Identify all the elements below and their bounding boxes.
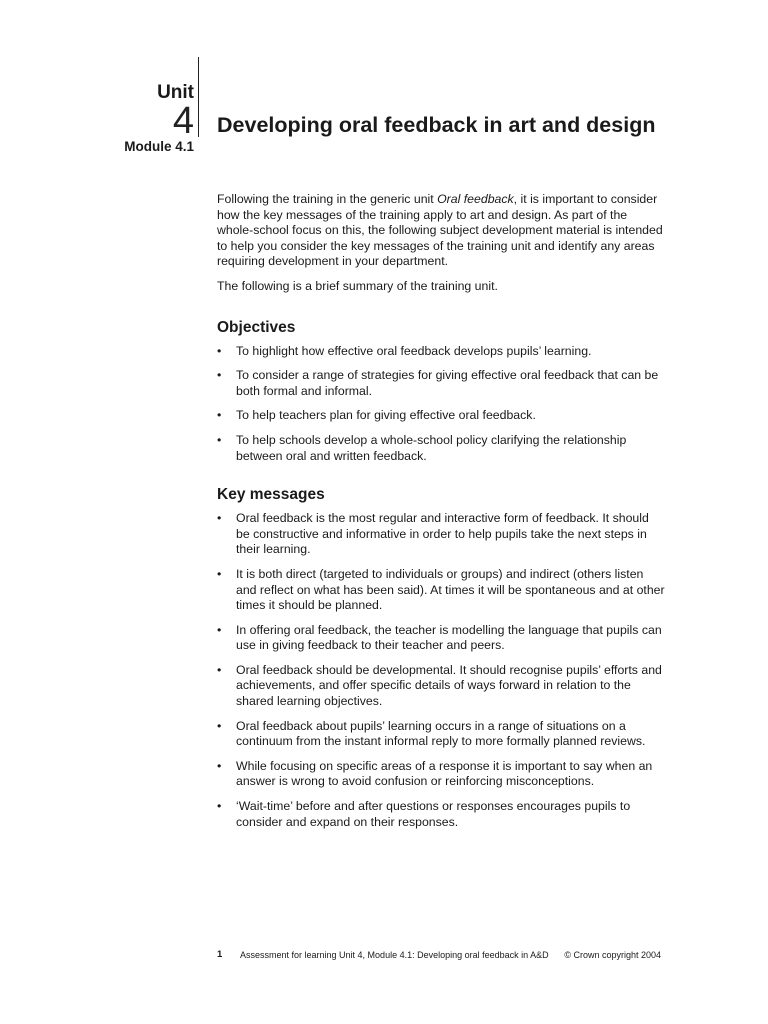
- bullet-icon: •: [217, 343, 222, 358]
- bullet-icon: •: [217, 511, 222, 526]
- list-item: • Oral feedback is the most regular and interactive form of feedback. It should be constructive and informative in order to help pupils take the next steps in their learning.: [217, 511, 649, 557]
- bullet-icon: •: [217, 368, 222, 383]
- intro-italic-title: Oral feedback: [437, 192, 514, 206]
- key-messages-list: [217, 511, 665, 830]
- list-item: • While focusing on specific areas of a response it is important to say when an answer is wrong to avoid confusion or reinforcing misconceptions.: [217, 758, 653, 789]
- list-item: • ‘Wait-time’ before and after questions or responses encourages pupils to consider and expand on their responses.: [217, 799, 631, 829]
- list-item: • To help schools develop a whole-school policy clarifying the relationship between oral and written feedback.: [217, 432, 627, 463]
- running-title: Assessment for learning Unit 4, Module 4.1: Developing oral feedback in A&D: [240, 950, 549, 960]
- intro-text-start: Following the training in the generic unit: [217, 192, 438, 206]
- bullet-icon: •: [217, 758, 222, 773]
- key-messages-heading: Key messages: [217, 486, 325, 504]
- list-item: • To highlight how effective oral feedback develops pupils’ learning.: [217, 343, 592, 358]
- bullet-icon: •: [217, 718, 222, 733]
- list-item: • It is both direct (targeted to individuals or groups) and indirect (others listen and reflect on what has been said). At times it will be spontaneous and at other times it should be planned.: [217, 566, 665, 613]
- list-item: • To consider a range of strategies for giving effective oral feedback that can be both formal and informal.: [217, 368, 659, 398]
- unit-label: Unit: [157, 82, 194, 103]
- objectives-list: [217, 344, 665, 465]
- copyright-notice: © Crown copyright 2004: [564, 950, 661, 960]
- page-title: Developing oral feedback in art and design: [217, 113, 656, 137]
- module-label: Module 4.1: [124, 139, 194, 154]
- bullet-icon: •: [217, 799, 222, 814]
- list-item: • To help teachers plan for giving effective oral feedback.: [217, 408, 536, 423]
- list-item: • Oral feedback about pupils’ learning occurs in a range of situations on a continuum from the instant informal reply to more formally planned reviews.: [217, 718, 646, 749]
- objectives-heading: Objectives: [217, 318, 296, 336]
- bullet-icon: •: [217, 432, 222, 447]
- intro-paragraph: [217, 192, 665, 270]
- intro-text-end: , it is important to consider how the key messages of the training apply to art and design. As part of the whole-school focus on this, the following subject development material is intended to help you consider the key messages of the training unit and identify any areas requiring development in your department.: [217, 192, 663, 269]
- main-content: [217, 192, 665, 839]
- vertical-rule: [198, 57, 199, 137]
- unit-number: 4: [172, 100, 194, 142]
- bullet-icon: •: [217, 662, 222, 677]
- unit-module-block: [104, 82, 194, 156]
- list-item: • Oral feedback should be developmental. It should recognise pupils’ efforts and achievements, and offer specific details of ways forward in relation to the shared learning objectives.: [217, 662, 662, 709]
- summary-paragraph: The following is a brief summary of the training unit.: [217, 278, 498, 293]
- list-item: • In offering oral feedback, the teacher is modelling the language that pupils can use in giving feedback to their teacher and peers.: [217, 622, 662, 653]
- bullet-icon: •: [217, 408, 222, 423]
- page-number: 1: [217, 949, 223, 960]
- bullet-icon: •: [217, 622, 222, 637]
- bullet-icon: •: [217, 566, 222, 581]
